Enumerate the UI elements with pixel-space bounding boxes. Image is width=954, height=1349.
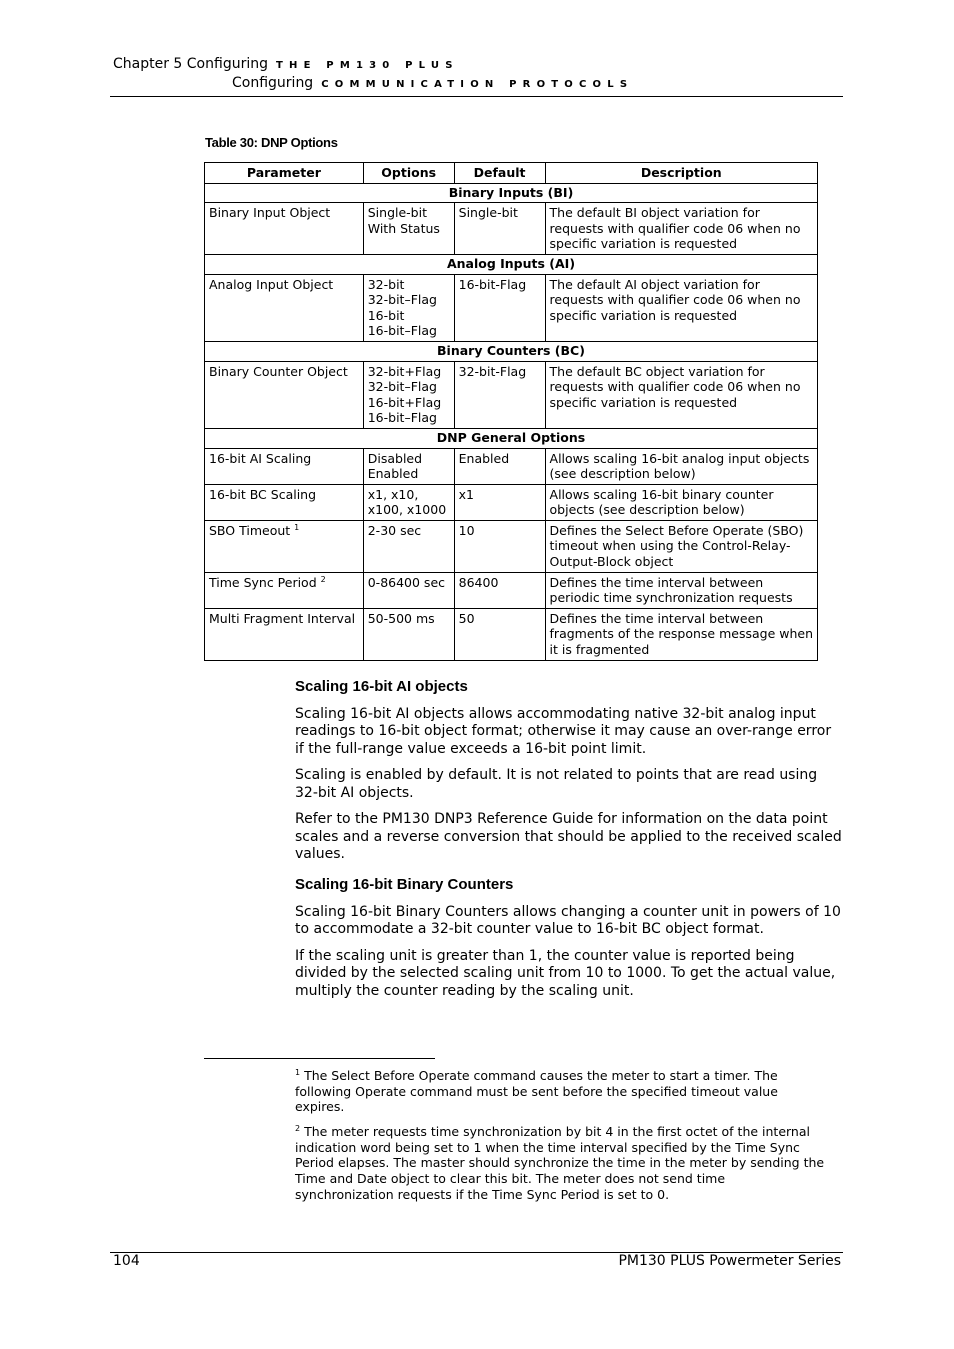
default-cell: 32-bit-Flag [454, 361, 545, 428]
parameter-name: SBO Timeout [209, 522, 291, 538]
description-cell: The default BC object variation for requests with qualifier code 06 when no specific variation is requested [545, 361, 817, 428]
table-row [205, 608, 818, 660]
parameter-cell [205, 572, 364, 608]
default-cell: 10 [454, 520, 545, 572]
running-header-section [232, 75, 633, 91]
parameter-name: Analog Input Object [209, 276, 334, 292]
table-row [205, 274, 818, 341]
table-section-title: Binary Counters (BC) [205, 341, 818, 361]
paragraph: Refer to the PM130 DNP3 Reference Guide for information on the data point scales and a reverse conversion that should be applied to the received scaled values. [295, 811, 842, 862]
footnote-mark: 2 [295, 1123, 301, 1133]
footnote-text: The meter requests time synchronization by bit 4 in the first octet of the internal indication word being set to 1 when the time interval specified by the Time Sync Period elapses. The master should synchronize the time in the meter by sending the Time and Date object to clear this bit. The meter does not send time synchronization requests if the Time Sync Period is set to 0. [295, 1124, 825, 1202]
table-section-row [205, 341, 818, 361]
parameter-name: 16-bit AI Scaling [209, 450, 312, 466]
footnote [295, 1124, 825, 1203]
table-section-title: Binary Inputs (BI) [205, 183, 818, 203]
page-number: 104 [113, 1253, 140, 1269]
dnp-options-table [204, 162, 818, 661]
default-cell: 86400 [454, 572, 545, 608]
table-section-row [205, 428, 818, 448]
parameter-cell [205, 203, 364, 255]
parameter-name: Binary Input Object [209, 205, 331, 221]
footnote-text: The Select Before Operate command causes the meter to start a timer. The following Operate command must be sent before the specified timeout value expires. [295, 1068, 778, 1115]
parameter-cell [205, 274, 364, 341]
parameter-cell [205, 484, 364, 520]
default-cell: 16-bit-Flag [454, 274, 545, 341]
options-cell: 32-bit+Flag 32-bit–Flag 16-bit+Flag 16-bit–Flag [363, 361, 454, 428]
table-row [205, 361, 818, 428]
parameter-name: Time Sync Period [209, 574, 317, 590]
parameter-name: Binary Counter Object [209, 363, 348, 379]
column-header: Default [454, 163, 545, 184]
paragraph: Scaling is enabled by default. It is not related to points that are read using 32-bit AI objects. [295, 767, 818, 801]
column-header: Options [363, 163, 454, 184]
table-row [205, 520, 818, 572]
footer-doc-title: PM130 PLUS Powermeter Series [618, 1253, 841, 1269]
running-header-chapter [113, 56, 459, 72]
options-cell: Disabled Enabled [363, 448, 454, 484]
table-section-row [205, 254, 818, 274]
options-cell: Single-bit With Status [363, 203, 454, 255]
column-header: Description [545, 163, 817, 184]
footnote [295, 1068, 825, 1115]
description-cell: Allows scaling 16-bit binary counter objects (see description below) [545, 484, 817, 520]
section-scaling-bc [295, 876, 843, 1000]
table-section-title: Analog Inputs (AI) [205, 254, 818, 274]
header-chapter-text: Chapter 5 Configuring [113, 56, 268, 72]
table-body [205, 183, 818, 660]
description-cell: Defines the Select Before Operate (SBO) timeout when using the Control-Relay-Output-Block object [545, 520, 817, 572]
footnote-rule [204, 1058, 435, 1059]
table-section-row [205, 183, 818, 203]
default-cell: Enabled [454, 448, 545, 484]
header-rule [110, 96, 843, 97]
description-cell: Defines the time interval between fragments of the response message when it is fragmented [545, 608, 817, 660]
paragraph: Scaling 16-bit AI objects allows accommodating native 32-bit analog input readings to 16-bit object format; otherwise it may cause an over-range error if the full-range value exceeds a 16-bit point limit. [295, 705, 832, 757]
parameter-cell [205, 361, 364, 428]
table-caption: Table 30: DNP Options [205, 135, 338, 150]
options-cell: 0-86400 sec [363, 572, 454, 608]
options-cell: 32-bit 32-bit–Flag 16-bit 16-bit–Flag [363, 274, 454, 341]
footnote-mark: 1 [295, 1067, 301, 1077]
description-cell: Allows scaling 16-bit analog input objects (see description below) [545, 448, 817, 484]
options-cell: 2-30 sec [363, 520, 454, 572]
parameter-name: 16-bit BC Scaling [209, 486, 317, 502]
parameter-cell [205, 448, 364, 484]
parameter-cell [205, 520, 364, 572]
description-cell: The default AI object variation for requests with qualifier code 06 when no specific variation is requested [545, 274, 817, 341]
section-heading: Scaling 16-bit Binary Counters [295, 876, 514, 893]
section-heading: Scaling 16-bit AI objects [295, 678, 468, 695]
default-cell: 50 [454, 608, 545, 660]
table-row [205, 484, 818, 520]
footnote-ref: 1 [294, 522, 300, 532]
options-cell: 50-500 ms [363, 608, 454, 660]
default-cell: Single-bit [454, 203, 545, 255]
table-header-row [205, 163, 818, 184]
table-row [205, 572, 818, 608]
column-header: Parameter [205, 163, 364, 184]
header-section-caps: COMMUNICATION PROTOCOLS [321, 79, 634, 90]
paragraph: Scaling 16-bit Binary Counters allows changing a counter unit in powers of 10 to accommodate a 32-bit counter value to 16-bit BC object format. [295, 903, 841, 937]
header-chapter-caps: THE PM130 PLUS [275, 60, 459, 71]
footnote-ref: 2 [320, 574, 326, 584]
table-row [205, 203, 818, 255]
header-section-text: Configuring [232, 75, 314, 91]
paragraph: If the scaling unit is greater than 1, the counter value is reported being divided by the selected scaling unit from 10 to 1000. To get the actual value, multiply the counter reading by the scaling unit. [295, 947, 836, 999]
description-cell: The default BI object variation for requests with qualifier code 06 when no specific variation is requested [545, 203, 817, 255]
table-row [205, 448, 818, 484]
section-scaling-ai [295, 678, 843, 864]
default-cell: x1 [454, 484, 545, 520]
options-cell: x1, x10, x100, x1000 [363, 484, 454, 520]
parameter-cell [205, 608, 364, 660]
parameter-name: Multi Fragment Interval [209, 610, 356, 626]
description-cell: Defines the time interval between periodic time synchronization requests [545, 572, 817, 608]
table-section-title: DNP General Options [205, 428, 818, 448]
